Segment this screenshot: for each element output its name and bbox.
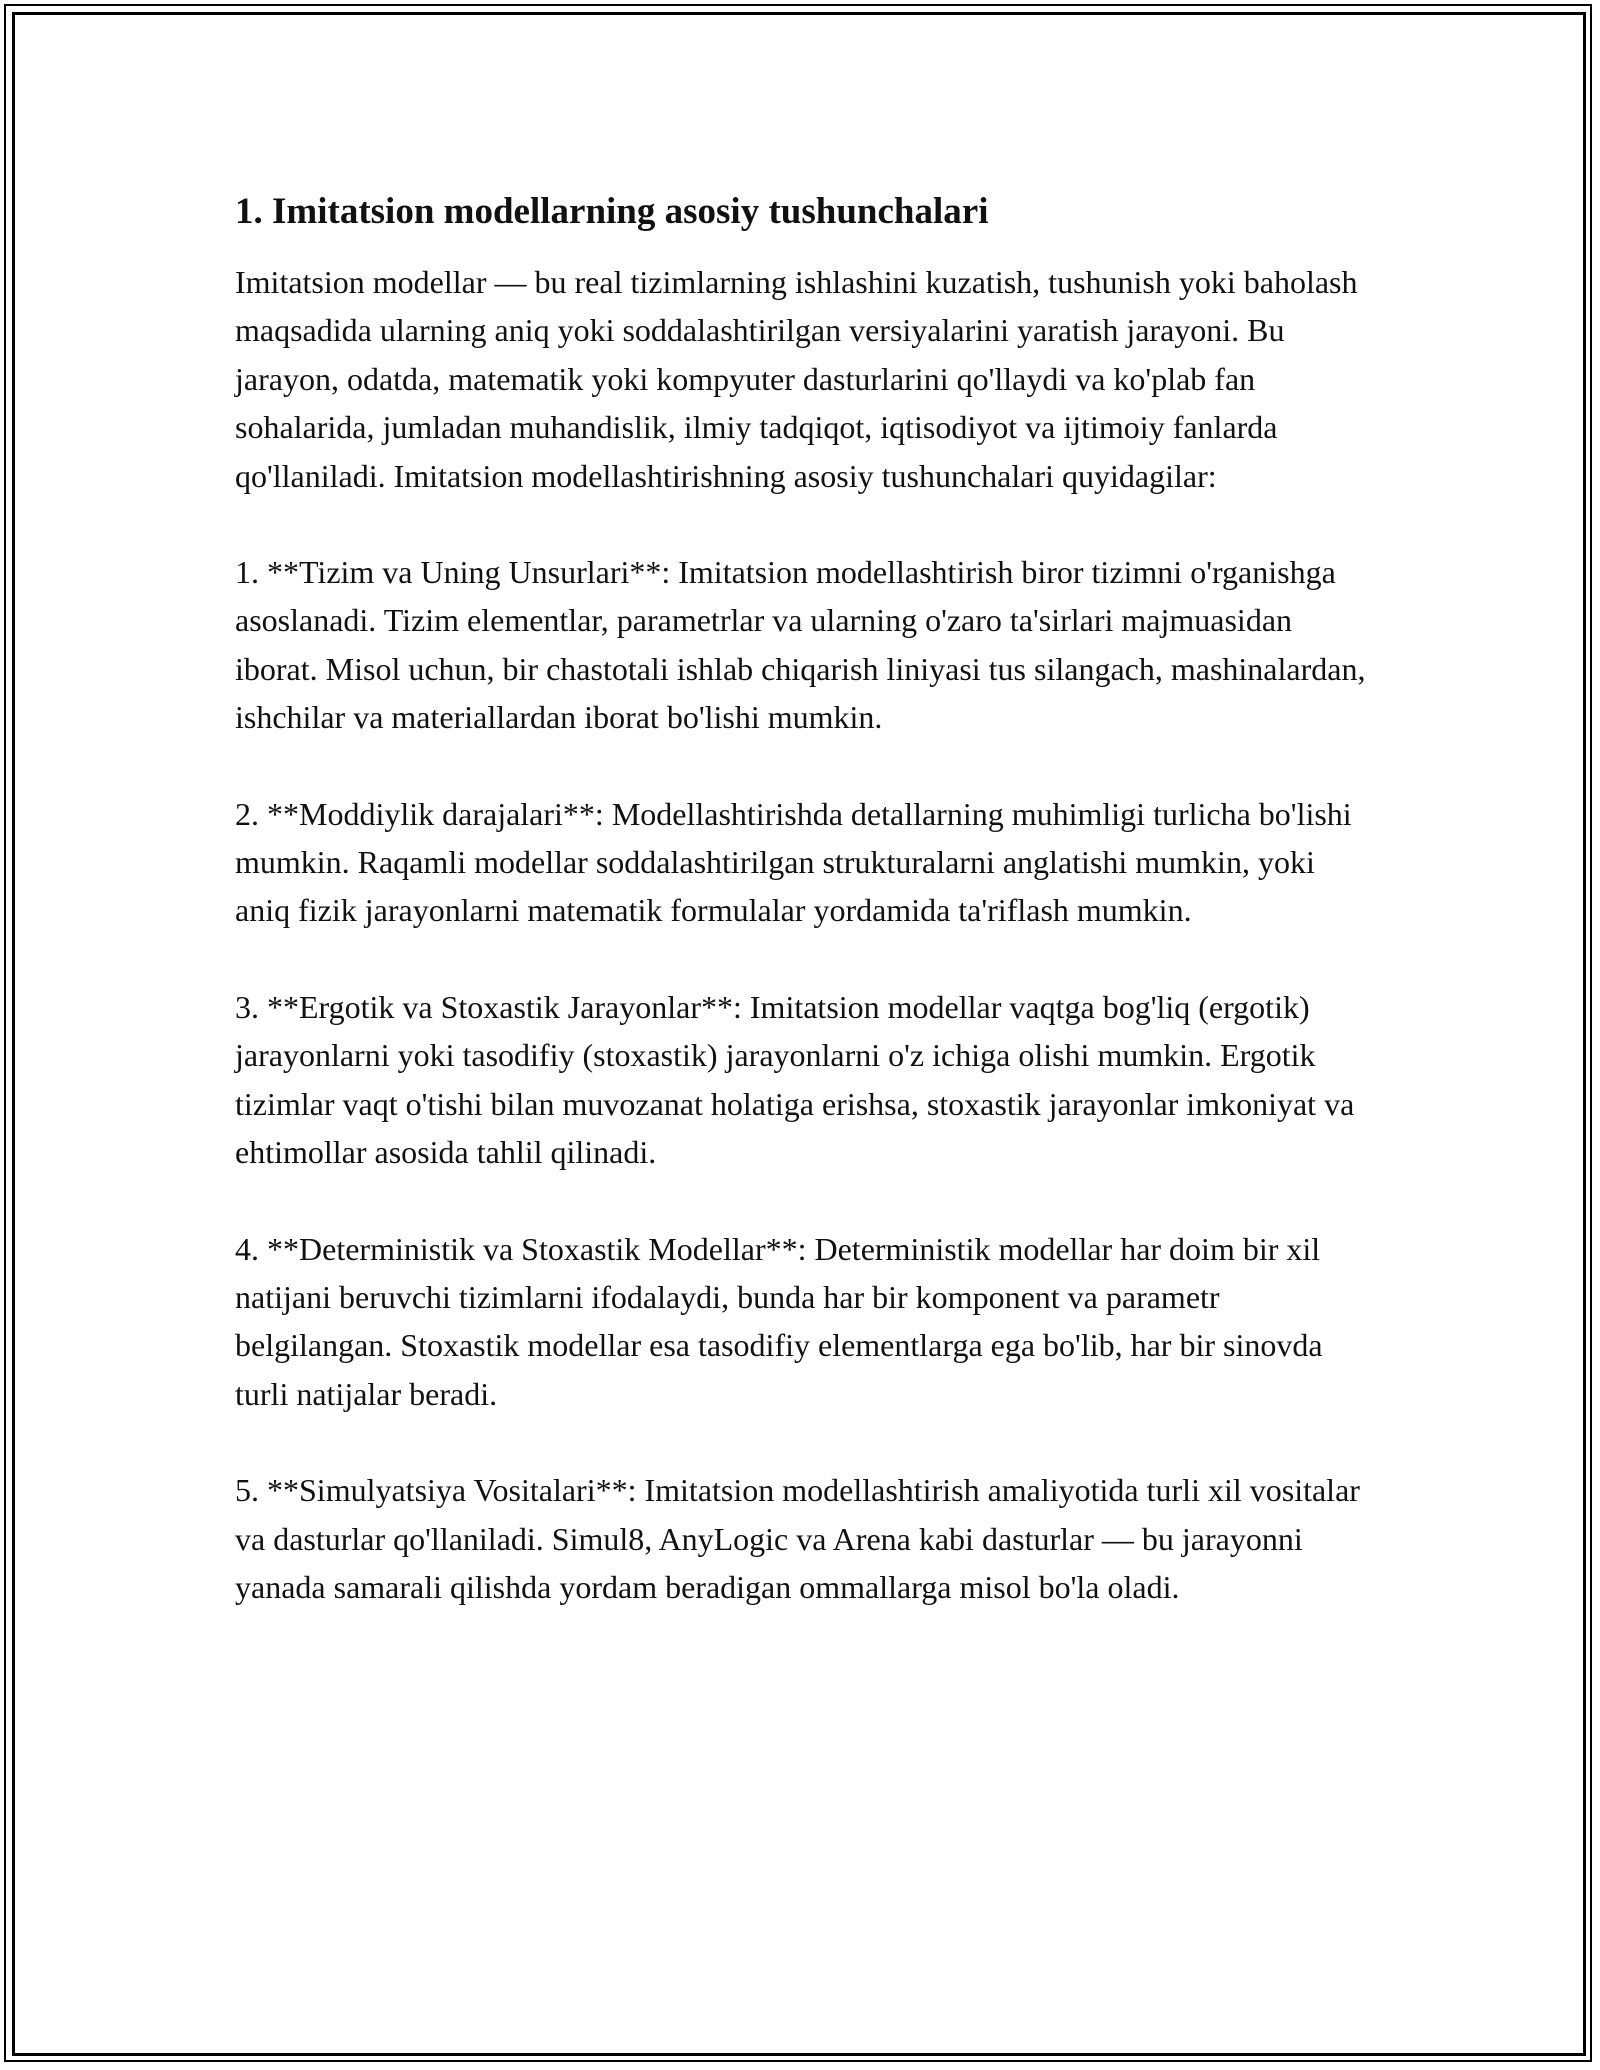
list-item-tizim: 1. **Tizim va Uning Unsurlari**: Imitatsion modellashtirish biror tizimni o'rganishga asoslanadi. Tizim elementlar, parametrlar va ularning o'zaro ta'sirlari majmuasidan iborat. Misol uchun, bir chastotali ishlab chiqarish liniyasi tus silangach, mashinalardan, ishchilar va materiallardan iborat bo'lishi mumkin. [235,554,1366,736]
list-item-simulyatsiya: 5. **Simulyatsiya Vositalari**: Imitatsion modellashtirish amaliyotida turli xil vositalar va dasturlar qo'llaniladi. Simul8, AnyLogic va Arena kabi dasturlar — bu jarayonni yanada samarali qilishda yordam beradigan ommallarga misol bo'la oladi. [235,1472,1360,1605]
list-item-moddiylik: 2. **Moddiylik darajalari**: Modellashtirishda detallarning muhimligi turlicha bo'lishi mumkin. Raqamli modellar soddalashtirilgan strukturalarni anglatishi mumkin, yoki aniq fizik jarayonlarni matematik formulalar yordamida ta'riflash mumkin. [235,795,1352,929]
list-item-deterministik: 4. **Deterministik va Stoxastik Modellar**: Deterministik modellar har doim bir xil natijani beruvchi tizimlarni ifodalaydi, bunda har bir komponent va parametr belgilangan. Stoxastik modellar esa tasodifiy elementlarga ega bo'lib, har bir sinovda turli natijalar beradi. [235,1230,1323,1412]
section-heading: 1. Imitatsion modellarning asosiy tushunchalari [235,191,989,232]
intro-paragraph: Imitatsion modellar — bu real tizimlarning ishlashini kuzatish, tushunish yoki baholash maqsadida ularning aniq yoki soddalashtirilgan versiyalarini yaratish jarayoni. Bu jarayon, odatda, matematik yoki kompyuter dasturlarini qo'llaydi va ko'plab fan sohalarida, jumladan muhandislik, ilmiy tadqiqot, iqtisodiyot va ijtimoiy fanlarda qo'llaniladi. Imitatsion modellashtirishning asosiy tushunchalari quyidagilar: [235,264,1358,494]
list-item-ergotik: 3. **Ergotik va Stoxastik Jarayonlar**: Imitatsion modellar vaqtga bog'liq (ergotik) jarayonlarni yoki tasodifiy (stoxastik) jarayonlarni o'z ichiga olishi mumkin. Ergotik tizimlar vaqt o'tishi bilan muvozanat holatiga erishsa, stoxastik jarayonlar imkoniyat va ehtimollar asosida tahlil qilinadi. [235,988,1355,1171]
document-body [235,188,1370,1659]
